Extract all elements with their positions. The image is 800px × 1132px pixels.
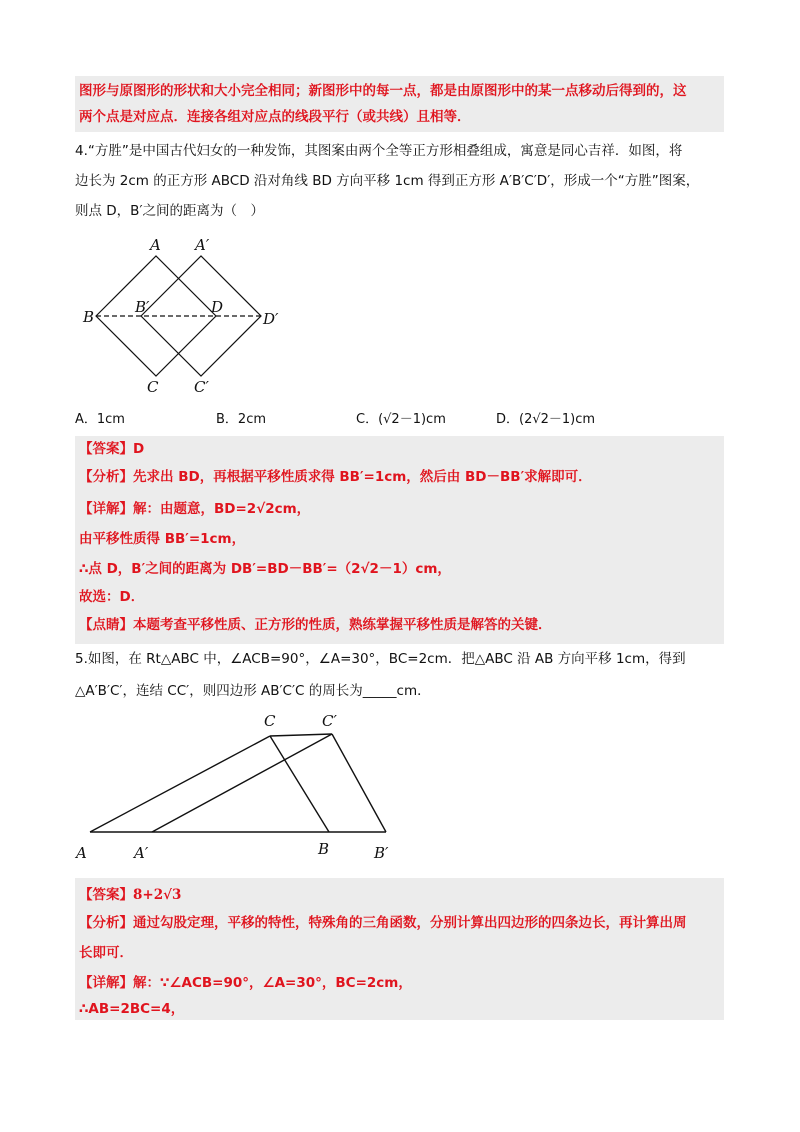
q5-detail-1: 【详解】解：∵∠ACB=90°，∠A=30°，BC=2cm， [79, 975, 412, 991]
label-C: C [264, 712, 276, 730]
q4-comment: 【点睛】本题考查平移性质、正方形的性质，熟练掌握平移性质是解答的关键． [79, 617, 552, 633]
q4-analysis: 【分析】先求出 BD，再根据平移性质求得 BB′=1cm，然后由 BD－BB′求解即可． [79, 469, 592, 485]
q4-detail-1: 【详解】解：由题意，BD=2√2cm， [79, 501, 311, 517]
label-A-prime: A′ [134, 844, 149, 862]
label-D: D [211, 298, 224, 316]
option-d: D．(2√2－1)cm [496, 412, 596, 427]
label-C-prime: C′ [322, 712, 337, 730]
label-A: A [150, 236, 161, 254]
q4-answer: 【答案】D [79, 441, 145, 457]
q5-line-1: 5.如图，在 Rt△ABC 中，∠ACB=90°，∠A=30°，BC=2cm．把△ABC 沿 AB 方向平移 1cm，得到 [75, 651, 686, 667]
q4-line-2: 边长为 2cm 的正方形 ABCD 沿对角线 BD 方向平移 1cm 得到正方形 A′B′C′D′，形成一个“方胜”图案， [75, 173, 700, 189]
label-A: A [76, 844, 87, 862]
q4-line-1: 4.“方胜”是中国古代妇女的一种发饰，其图案由两个全等正方形相叠组成，寓意是同心吉祥．如图，将 [75, 143, 683, 159]
segment-c-c2 [270, 734, 332, 736]
q5-solution [75, 878, 724, 1020]
option-b: B．2cm [216, 412, 267, 427]
label-B-prime: B′ [374, 844, 389, 862]
label-B: B [83, 308, 95, 326]
q4-detail-4: 故选：D． [79, 589, 145, 605]
q5-line-2: △A′B′C′，连结 CC′，则四边形 AB′C′C 的周长为_____cm． [75, 683, 431, 699]
q4-detail-3: ∴点 D，B′之间的距离为 DB′=BD－BB′=（2√2－1）cm， [79, 561, 451, 577]
q5-analysis-1: 【分析】通过勾股定理，平移的特性，特殊角的三角函数，分别计算出四边形的四条边长，再计算出周 [79, 915, 687, 931]
label-A-prime: A′ [195, 236, 210, 254]
q4-figure [75, 232, 295, 402]
q5-analysis-2: 长即可． [79, 945, 133, 961]
label-C-prime: C′ [194, 378, 209, 396]
top-note-line-1: 图形与原图形的形状和大小完全相同；新图形中的每一点，都是由原图形中的某一点移动后得到的，这 [79, 83, 687, 99]
side-a-c [90, 736, 270, 832]
q5-detail-2: ∴AB=2BC=4， [79, 1001, 185, 1017]
label-D-prime: D′ [263, 310, 279, 328]
side-c-b [270, 736, 329, 832]
q4-solution [75, 436, 724, 644]
option-a: A．1cm [75, 412, 125, 427]
q4-line-3: 则点 D，B′之间的距离为（ ） [75, 203, 265, 219]
label-B: B [318, 840, 330, 858]
side-c2-b2 [332, 734, 386, 832]
q5-figure [70, 708, 410, 868]
top-note [75, 76, 724, 132]
side-a2-c2 [152, 734, 332, 832]
q5-answer [79, 882, 181, 908]
option-c: C．(√2－1)cm [356, 412, 446, 427]
label-C: C [147, 378, 159, 396]
q4-detail-2: 由平移性质得 BB′=1cm， [79, 531, 246, 547]
top-note-line-2: 两个点是对应点．连接各组对应点的线段平行（或共线）且相等． [79, 109, 471, 125]
q5-answer-text: 【答案】8+2√3 [79, 887, 182, 903]
label-B-prime: B′ [135, 298, 150, 316]
